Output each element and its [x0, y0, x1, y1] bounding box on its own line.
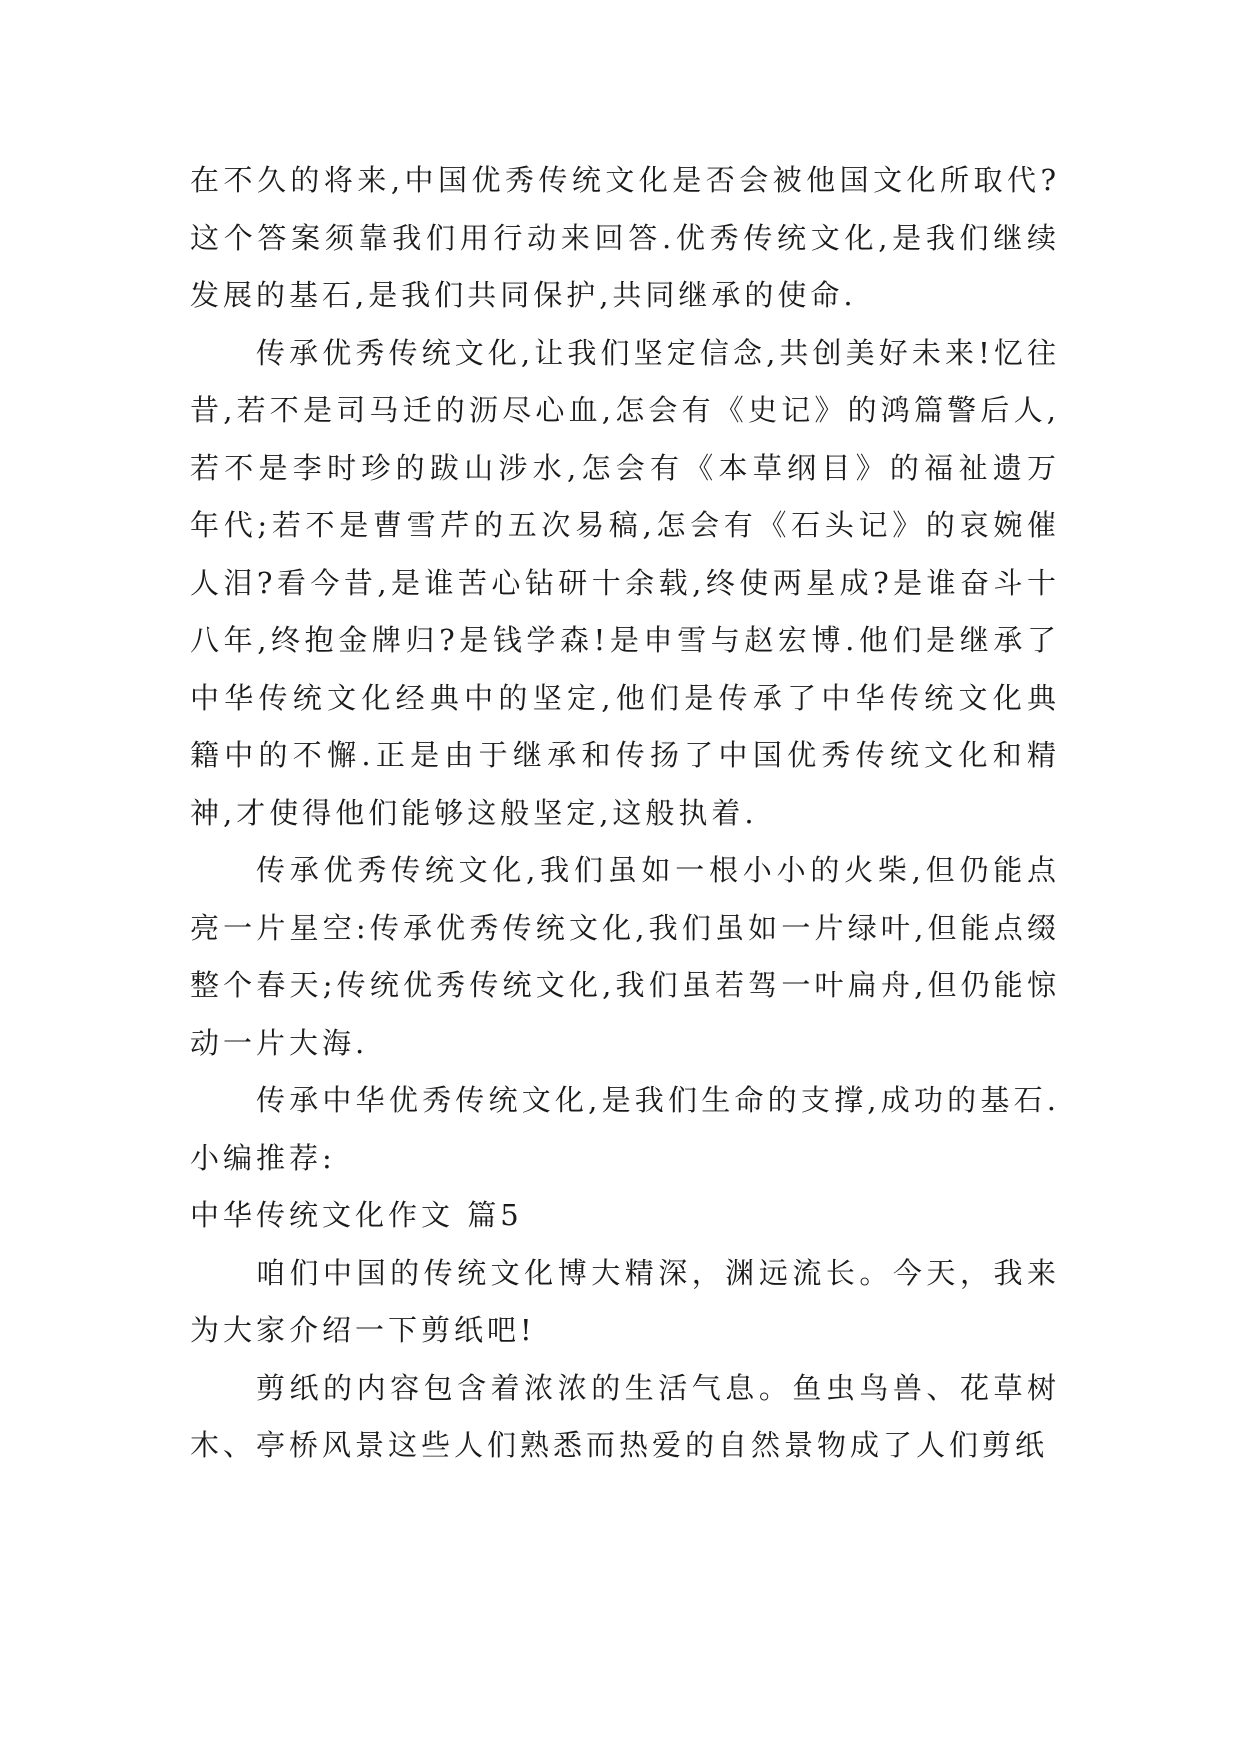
paragraph-history: 传承优秀传统文化,让我们坚定信念,共创美好未来!忆往昔,若不是司马迁的沥尽心血,怎会有《史记》的鸿篇警后人,若不是李时珍的跋山涉水,怎会有《本草纲目》的福祉遗万年代;若不是曹雪芹的五次易稿,怎会有《石头记》的哀婉催人泪?看今昔,是谁苦心钻研十余载,终使两星成?是谁奋斗十八年,终抱金牌归?是钱学森!是申雪与赵宏博.他们是继承了中华传统文化经典中的坚定,他们是传承了中华传统文化典籍中的不懈.正是由于继承和传扬了中国优秀传统文化和精神,才使得他们能够这般坚定,这般执着. [190, 335, 1060, 830]
section-heading: 中华传统文化作文 篇5 [190, 1198, 523, 1232]
paragraph-papercut-intro: 咱们中国的传统文化博大精深，渊远流长。今天，我来为大家介绍一下剪纸吧! [190, 1255, 1060, 1347]
paragraph-conclusion: 传承中华优秀传统文化,是我们生命的支撑,成功的基石.小编推荐: [190, 1083, 1060, 1175]
paragraph-intro: 在不久的将来,中国优秀传统文化是否会被他国文化所取代?这个答案须靠我们用行动来回答.优秀传统文化,是我们继续发展的基石,是我们共同保护,共同继承的使命. [190, 163, 1060, 312]
paragraph-metaphor: 传承优秀传统文化,我们虽如一根小小的火柴,但仍能点亮一片星空:传承优秀传统文化,我们虽如一片绿叶,但能点缀整个春天;传统优秀传统文化,我们虽若驾一叶扁舟,但仍能惊动一片大海. [190, 853, 1060, 1060]
paragraph-papercut-content: 剪纸的内容包含着浓浓的生活气息。鱼虫鸟兽、花草树木、亭桥风景这些人们熟悉而热爱的自然景物成了人们剪纸 [190, 1370, 1060, 1462]
document-page [190, 152, 1060, 1475]
